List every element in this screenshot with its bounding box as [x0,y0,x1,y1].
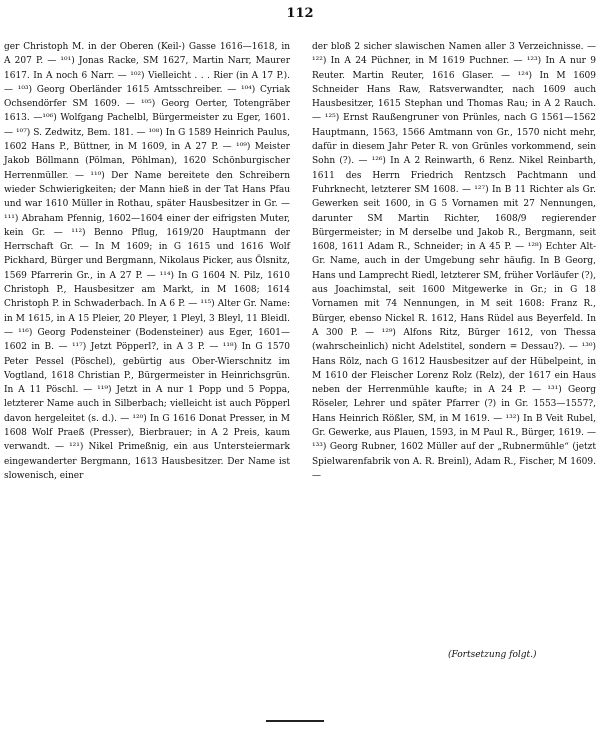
left-column-text: ger Christoph M. in der Oberen (Keil-) Gasse 1616—1618, in A 207 P. — ¹⁰¹) Jonas Racke, SM 1627, Martin Narr, Maurer 1617. In A noch 6 Narr. — ¹⁰²) Vielleicht . . . Rier (in A 17 P.). — ¹⁰³) Georg Oberländer 1615 Amtsschreiber. — ¹⁰⁴) Cyriak Ochsendörfer SM 1609. — ¹⁰⁵) Georg Oerter, Totengräber 1613. —¹⁰⁶) Wolfgang Pachelbl, Bürgermeister zu Eger, 1601.— ¹⁰⁷) S. Zedwitz, Bem. 181. — ¹⁰⁸) In G 1589 Heinrich Paulus, 1602 Hans P., Büttner, in M 1609, in A 27 P. — ¹⁰⁹) Meister Jakob Böllmann (Pölman, Pöhlman), 1620 Schönburgischer Herrenmüller. — ¹¹⁰) Der Name bereitete den Schreibern wieder Schwierigkeiten; der Mann hieß in der Tat Hans Pfau und war 1610 Müller in Rothau, später Hausbesitzer in Gr. — ¹¹¹) Abraham Pfennig, 1602—1604 einer der eifrigsten Muter, kein Gr. — ¹¹²) Benno Pflug, 1619/20 Hauptmann der Herrschaft Gr. — In M 1609; in G 1615 und 1616 Wolf Pickhard, Bürger und Bergmann, Nikolaus Picker, aus Ölsnitz, 1569 Pfarrerin Gr., in A 27 P. — ¹¹⁴) In G 1604 N. Pilz, 1610 Christoph P., Hausbesitzer am Markt, in M 1608; 1614 Christoph P. in Schwaderbach. In A 6 P. — ¹¹⁵) Alter Gr. Name: in M 1615, in A 15 Pleier, 20 Pleyer, 1 Pleyl, 3 Bleyl, 11 Bleidl. — ¹¹⁶) Georg Podensteiner (Bodensteiner) aus Eger, 1601—1602 in B. — ¹¹⁷) Jetzt Pöpperl?, in A 3 P. — ¹¹⁸) In G 1570 Peter Pessel (Pöschel), gebürtig aus Ober-Wierschnitz im Vogtland, 1618 Christian P., Bürgermeister in Heinrichsgrün. In A 11 Pöschl. — ¹¹⁹) Jetzt in A nur 1 Popp und 5 Poppa, letzterer Name auch in Silberbach; vielleicht ist auch Pöpperl davon hergeleitet (s. d.). — ¹²⁰) In G 1616 Donat Presser, in M 1608 Wolf Praeß (Presser), Bierbrauer; in A 2 Preis, kaum verwandt. — ¹²¹) Nikel Primeßnig, ein aus Untersteiermark eingewanderter Bergmann, 1613 Hausbesitzer. Der Name ist slowenisch, einer [4,42,290,481]
continuation-note: (Fortsetzung folgt.) [448,650,537,660]
page-number: 112 [286,6,314,21]
right-column [312,40,596,483]
bottom-divider [266,720,324,722]
right-column-text: der bloß 2 sicher slawischen Namen aller 3 Verzeichnisse. — ¹²²) In A 24 Püchner, in M 1619 Puchner. — ¹²³) In A nur 9 Reuter. Martin Reuter, 1616 Glaser. — ¹²⁴) In M 1609 Schneider Hans Raw, Ratsverwandter, nach 1609 auch Hausbesitzer, 1615 Stephan und Thomas Rau; in A 2 Rauch. — ¹²⁵) Ernst Raußengruner von Prünles, nach G 1561—1562 Hauptmann, 1563, 1566 Amtmann von Gr., 1570 nicht mehr, dafür in diesem Jahr Peter R. von Grünles vorkommend, sein Sohn (?). — ¹²⁶) In A 2 Reinwarth, 6 Renz. Nikel Reinbarth, 1611 des Herrn Friedrich Rentzsch Pachtmann und Fuhrknecht, letzterer SM 1608. — ¹²⁷) In B 11 Richter als Gr. Gewerken seit 1600, in G 5 Vornamen mit 27 Nennungen, darunter SM Martin Richter, 1608/9 regierender Bürgermeister; in M derselbe und Jakob R., Bergmann, seit 1608, 1611 Adam R., Schneider; in A 45 P. — ¹²⁸) Echter Alt-Gr. Name, auch in der Umgebung sehr häufig. In B Georg, Hans und Lamprecht Riedl, letzterer SM, früher Vorläufer (?), aus Joachimstal, seit 1600 Mitgewerke in Gr.; in G 18 Vornamen mit 74 Nennungen, in M seit 1608: Franz R., Bürger, ebenso Nickel R. 1612, Hans Rüdel aus Beyerfeld. In A 300 P. — ¹²⁹) Alfons Ritz, Bürger 1612, von Thessa (wahrscheinlich) nicht Adelstitel, sondern = Dessau?). — ¹³⁰) Hans Rölz, nach G 1612 Hausbesitzer auf der Hübelpeint, in M 1610 der Fleischer Lorenz Rolz (Relz), der 1617 ein Haus neben der Herrenmühle kaufte; in A 24 P. — ¹³¹) Georg Röseler, Lehrer und später Pfarrer (?) in Gr. 1553—1557?, Hans Heinrich Rößler, SM, in M 1619. — ¹³²) In B Veit Rubel, Gr. Gewerke, aus Plauen, 1593, in M Paul R., Bürger, 1619. — ¹³³) Georg Rubner, 1602 Müller auf der „Rubnermühle“ (jetzt Spielwarenfabrik von A. R. Breinl), Adam R., Fischer, M 1609. — [312,42,596,481]
left-column [4,40,290,483]
